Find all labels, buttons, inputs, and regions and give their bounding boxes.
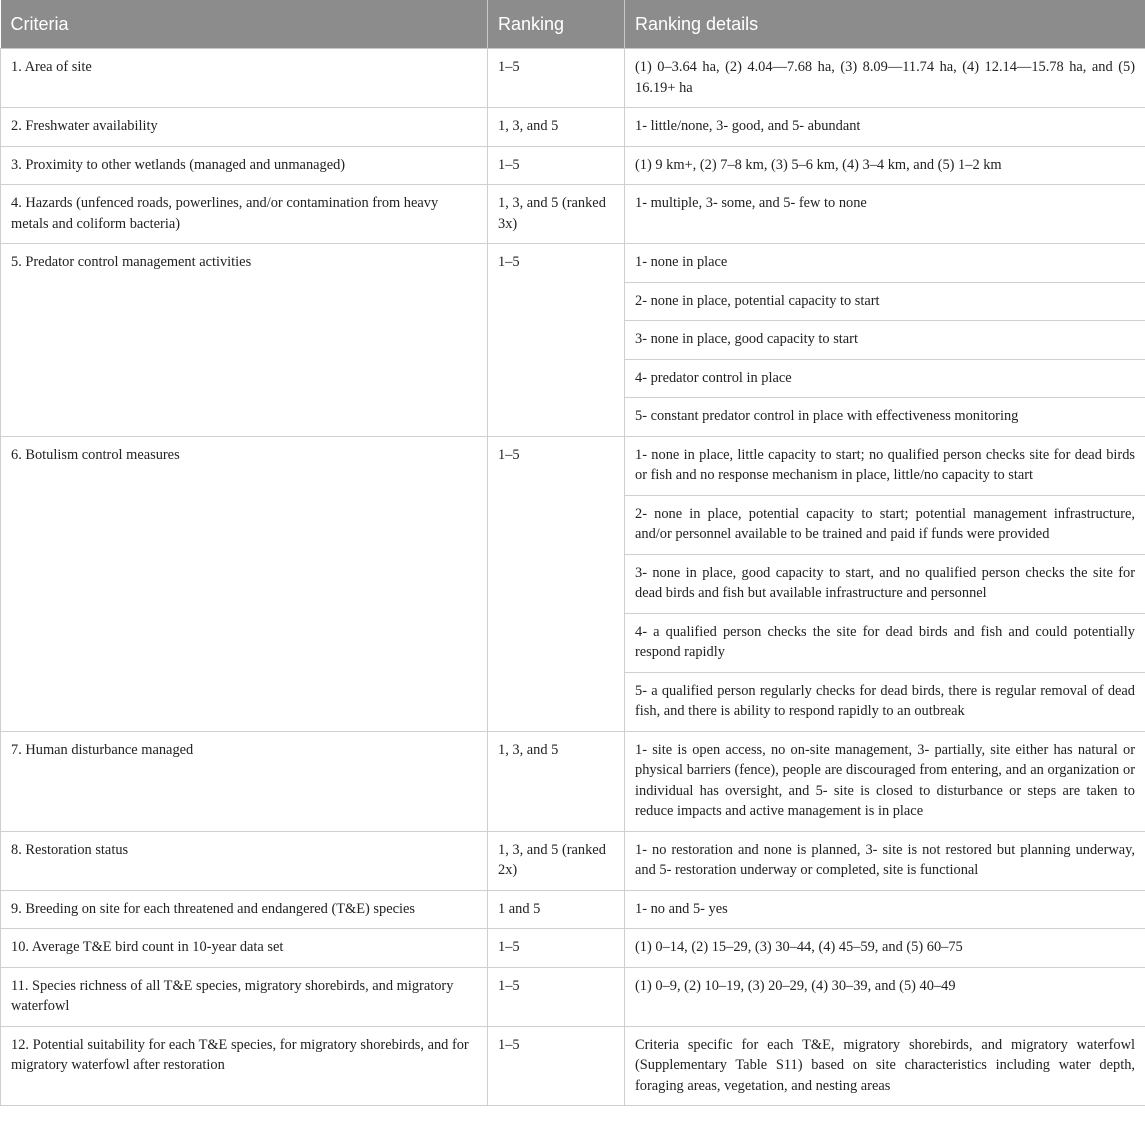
ranking-cell: 1, 3, and 5 [488,731,625,831]
criteria-cell: 2. Freshwater availability [1,108,488,147]
ranking-details-cell: Criteria specific for each T&E, migratory shorebirds, and migratory waterfowl (Supplementary Table S11) based on site characteristics including water depth, foraging areas, vegetation, and nesting areas [625,1026,1145,1106]
ranking-cell: 1–5 [488,929,625,968]
ranking-details-cell: 3- none in place, good capacity to start, and no qualified person checks the site for dead birds and fish but available infrastructure and personnel [625,554,1145,613]
criteria-cell: 7. Human disturbance managed [1,731,488,831]
ranking-details-cell: (1) 0–9, (2) 10–19, (3) 20–29, (4) 30–39, and (5) 40–49 [625,967,1145,1026]
table-row [1,436,1145,495]
header-ranking: Ranking [488,0,625,49]
ranking-cell: 1–5 [488,967,625,1026]
ranking-details-cell: 1- no restoration and none is planned, 3- site is not restored but planning underway, and 5- restoration underway or completed, site is functional [625,831,1145,890]
table-row [1,731,1145,831]
ranking-details-cell: 4- predator control in place [625,359,1145,398]
table-row [1,967,1145,1026]
criteria-cell: 10. Average T&E bird count in 10-year data set [1,929,488,968]
ranking-cell: 1–5 [488,244,625,437]
ranking-details-cell: 1- none in place, little capacity to start; no qualified person checks site for dead birds or fish and no response mechanism in place, little/no capacity to start [625,436,1145,495]
table-row [1,244,1145,283]
ranking-cell: 1, 3, and 5 (ranked 3x) [488,185,625,244]
ranking-details-cell: 5- constant predator control in place with effectiveness monitoring [625,398,1145,437]
ranking-cell: 1–5 [488,146,625,185]
table-row [1,1026,1145,1106]
ranking-cell: 1, 3, and 5 (ranked 2x) [488,831,625,890]
ranking-details-cell: 5- a qualified person regularly checks for dead birds, there is regular removal of dead fish, and there is ability to respond rapidly to an outbreak [625,672,1145,731]
ranking-details-cell: 2- none in place, potential capacity to start [625,282,1145,321]
ranking-details-cell: 3- none in place, good capacity to start [625,321,1145,360]
criteria-cell: 1. Area of site [1,49,488,108]
ranking-details-cell: 1- site is open access, no on-site management, 3- partially, site either has natural or physical barriers (fence), people are discouraged from entering, and an organization or individual has oversight, and 5- site is closed to disturbance or steps are taken to reduce impacts and active management is in place [625,731,1145,831]
ranking-details-cell: 1- little/none, 3- good, and 5- abundant [625,108,1145,147]
criteria-cell: 3. Proximity to other wetlands (managed and unmanaged) [1,146,488,185]
table-row [1,146,1145,185]
header-row [1,0,1145,49]
ranking-cell: 1 and 5 [488,890,625,929]
table-row [1,108,1145,147]
table-row [1,185,1145,244]
header-criteria: Criteria [1,0,488,49]
criteria-cell: 9. Breeding on site for each threatened and endangered (T&E) species [1,890,488,929]
ranking-cell: 1–5 [488,436,625,731]
ranking-cell: 1, 3, and 5 [488,108,625,147]
criteria-cell: 6. Botulism control measures [1,436,488,731]
ranking-details-cell: (1) 9 km+, (2) 7–8 km, (3) 5–6 km, (4) 3–4 km, and (5) 1–2 km [625,146,1145,185]
ranking-details-cell: 1- none in place [625,244,1145,283]
ranking-details-cell: 1- no and 5- yes [625,890,1145,929]
ranking-details-cell: (1) 0–3.64 ha, (2) 4.04—7.68 ha, (3) 8.09—11.74 ha, (4) 12.14—15.78 ha, and (5) 16.19+ ha [625,49,1145,108]
table-row [1,49,1145,108]
criteria-cell: 12. Potential suitability for each T&E species, for migratory shorebirds, and for migratory waterfowl after restoration [1,1026,488,1106]
header-ranking-details: Ranking details [625,0,1145,49]
ranking-details-cell: (1) 0–14, (2) 15–29, (3) 30–44, (4) 45–59, and (5) 60–75 [625,929,1145,968]
criteria-cell: 4. Hazards (unfenced roads, powerlines, and/or contamination from heavy metals and coliform bacteria) [1,185,488,244]
table-row [1,831,1145,890]
table-row [1,890,1145,929]
table-body [1,49,1145,1106]
table-row [1,929,1145,968]
ranking-details-cell: 1- multiple, 3- some, and 5- few to none [625,185,1145,244]
criteria-cell: 8. Restoration status [1,831,488,890]
criteria-cell: 11. Species richness of all T&E species, migratory shorebirds, and migratory waterfowl [1,967,488,1026]
ranking-details-cell: 2- none in place, potential capacity to start; potential management infrastructure, and/or personnel available to be trained and paid if funds were provided [625,495,1145,554]
ranking-details-cell: 4- a qualified person checks the site for dead birds and fish and could potentially respond rapidly [625,613,1145,672]
ranking-cell: 1–5 [488,1026,625,1106]
criteria-cell: 5. Predator control management activities [1,244,488,437]
ranking-cell: 1–5 [488,49,625,108]
